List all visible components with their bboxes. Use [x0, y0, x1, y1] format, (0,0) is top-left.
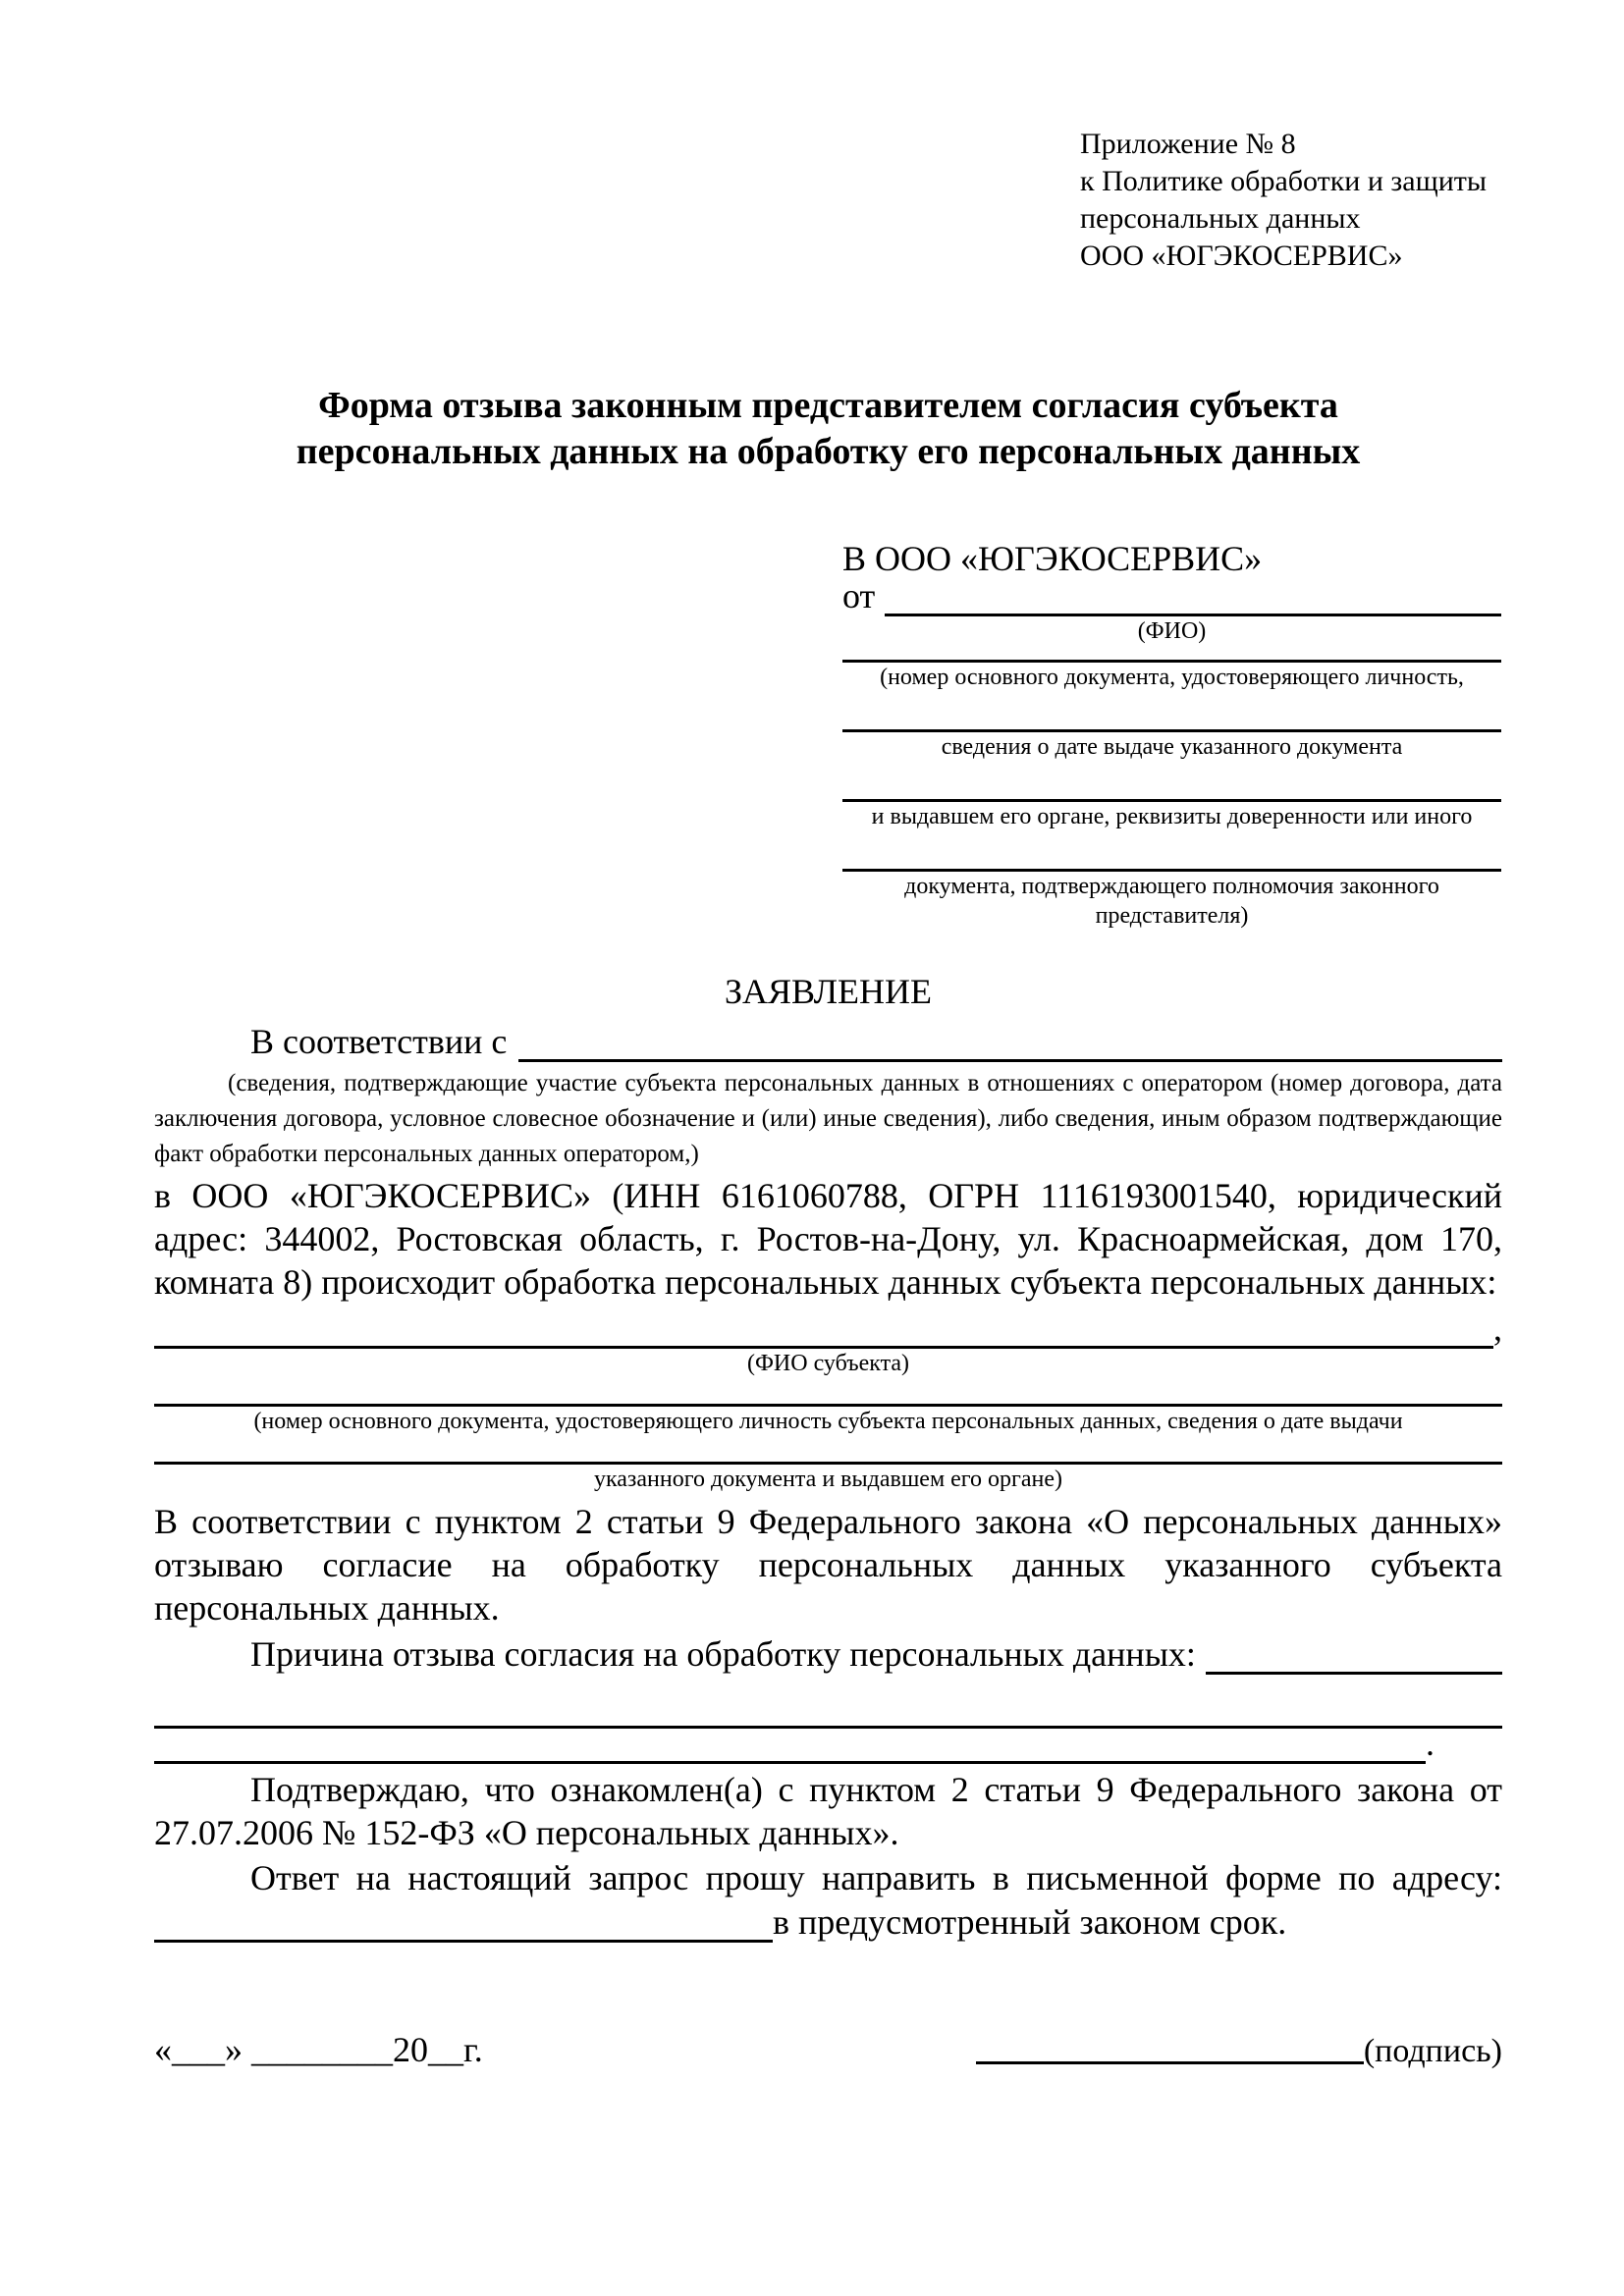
signature-group [976, 2033, 1502, 2070]
statement-heading: ЗАЯВЛЕНИЕ [724, 972, 933, 1011]
reply-request-line: Ответ на настоящий запрос прошу направить в письменной форме по адресу: [250, 1858, 1502, 1897]
reason-label: Причина отзыва согласия на обработку персональных данных: [250, 1634, 1196, 1674]
from-row [842, 576, 1501, 616]
reason-blank-line-2 [154, 1726, 1502, 1729]
signature-caption: (подпись) [1363, 2033, 1502, 2069]
appendix-line-4: ООО «ЮГЭКОСЕРВИС» [1080, 240, 1403, 272]
signature-blank-line [976, 2061, 1364, 2064]
from-label: от [842, 576, 876, 615]
appendix-line-1: Приложение № 8 [1080, 128, 1296, 160]
reason-row [154, 1631, 1502, 1675]
subject-doc-caption-2: указанного документа и выдавшем его органе) [593, 1467, 1063, 1492]
reply-address-row [154, 1899, 1502, 1943]
reply-address-blank-line [154, 1940, 773, 1943]
intro-label: В соответствии с [250, 1022, 508, 1061]
id-doc-field-4 [842, 869, 1501, 931]
fio-caption: (ФИО) [1137, 618, 1207, 644]
id-doc-caption-1: (номер основного документа, удостоверяющего личность, [880, 665, 1464, 690]
appendix-line-2: к Политике обработки и защиты [1080, 165, 1488, 197]
id-doc-field-3 [842, 799, 1501, 831]
id-doc-caption-2: сведения о дате выдаче указанного документа [941, 734, 1403, 760]
subject-doc-field-2 [154, 1462, 1502, 1494]
appendix-line-3: персональных данных [1080, 202, 1361, 235]
reply-suffix: в предусмотренный законом срок. [773, 1902, 1287, 1942]
subject-doc-caption-1: (номер основного документа, удостоверяющего личность субъекта персональных данных, сведения о дате выдачи [253, 1409, 1403, 1434]
intro-blank-line [518, 1059, 1502, 1062]
subject-fio-comma: , [1493, 1308, 1502, 1348]
reason-period: . [1426, 1724, 1435, 1763]
reason-blank-line-3 [154, 1761, 1426, 1764]
intro-row [154, 1021, 1502, 1062]
reason-blank-row-3 [154, 1724, 1502, 1764]
id-doc-caption-4: документа, подтверждающего полномочия законного представителя) [904, 874, 1439, 929]
addressee-org: В ООО «ЮГЭКОСЕРВИС» [842, 539, 1263, 578]
id-doc-field-2 [842, 729, 1501, 762]
confirmation-paragraph: Подтверждаю, что ознакомлен(а) с пунктом 2 статьи 9 Федерального закона от 27.07.2006 № 152-ФЗ «О персональных данных». [154, 1770, 1502, 1852]
document-title: Форма отзыва законным представителем согласия субъекта персональных данных на обработку его персональных данных [296, 385, 1361, 472]
subject-fio-caption: (ФИО субъекта) [746, 1351, 910, 1376]
withdrawal-paragraph: В соответствии с пунктом 2 статьи 9 Федерального закона «О персональных данных» отзываю согласие на обработку персональных данных указанного субъекта персональных данных. [154, 1502, 1502, 1628]
intro-footnote: (сведения, подтверждающие участие субъекта персональных данных в отношениях с оператором (номер договора, дата заключения договора, условное словесное обозначение и (или) иные сведения), либо сведения, иным образом подтверждающие факт обработки персональных данных оператором,) [154, 1070, 1502, 1167]
addressee-block [842, 538, 1501, 931]
id-doc-caption-3: и выдавшем его органе, реквизиты доверенности или иного [871, 804, 1473, 829]
subject-fio-row [154, 1309, 1502, 1349]
operator-paragraph: в ООО «ЮГЭКОСЕРВИС» (ИНН 6161060788, ОГРН 1116193001540, юридический адрес: 344002, Ростовская область, г. Ростов-на-Дону, ул. Красноармейская, дом 170, комната 8) происходит обработка персональных данных субъекта персональных данных: [154, 1176, 1502, 1302]
bottom-row [154, 2029, 1502, 2070]
id-doc-field-1 [842, 660, 1501, 692]
reason-blank-line-1 [1206, 1672, 1502, 1675]
date-blank: «___» ________20__г. [154, 2030, 483, 2069]
subject-doc-field-1 [154, 1404, 1502, 1436]
appendix-header [1080, 126, 1502, 275]
